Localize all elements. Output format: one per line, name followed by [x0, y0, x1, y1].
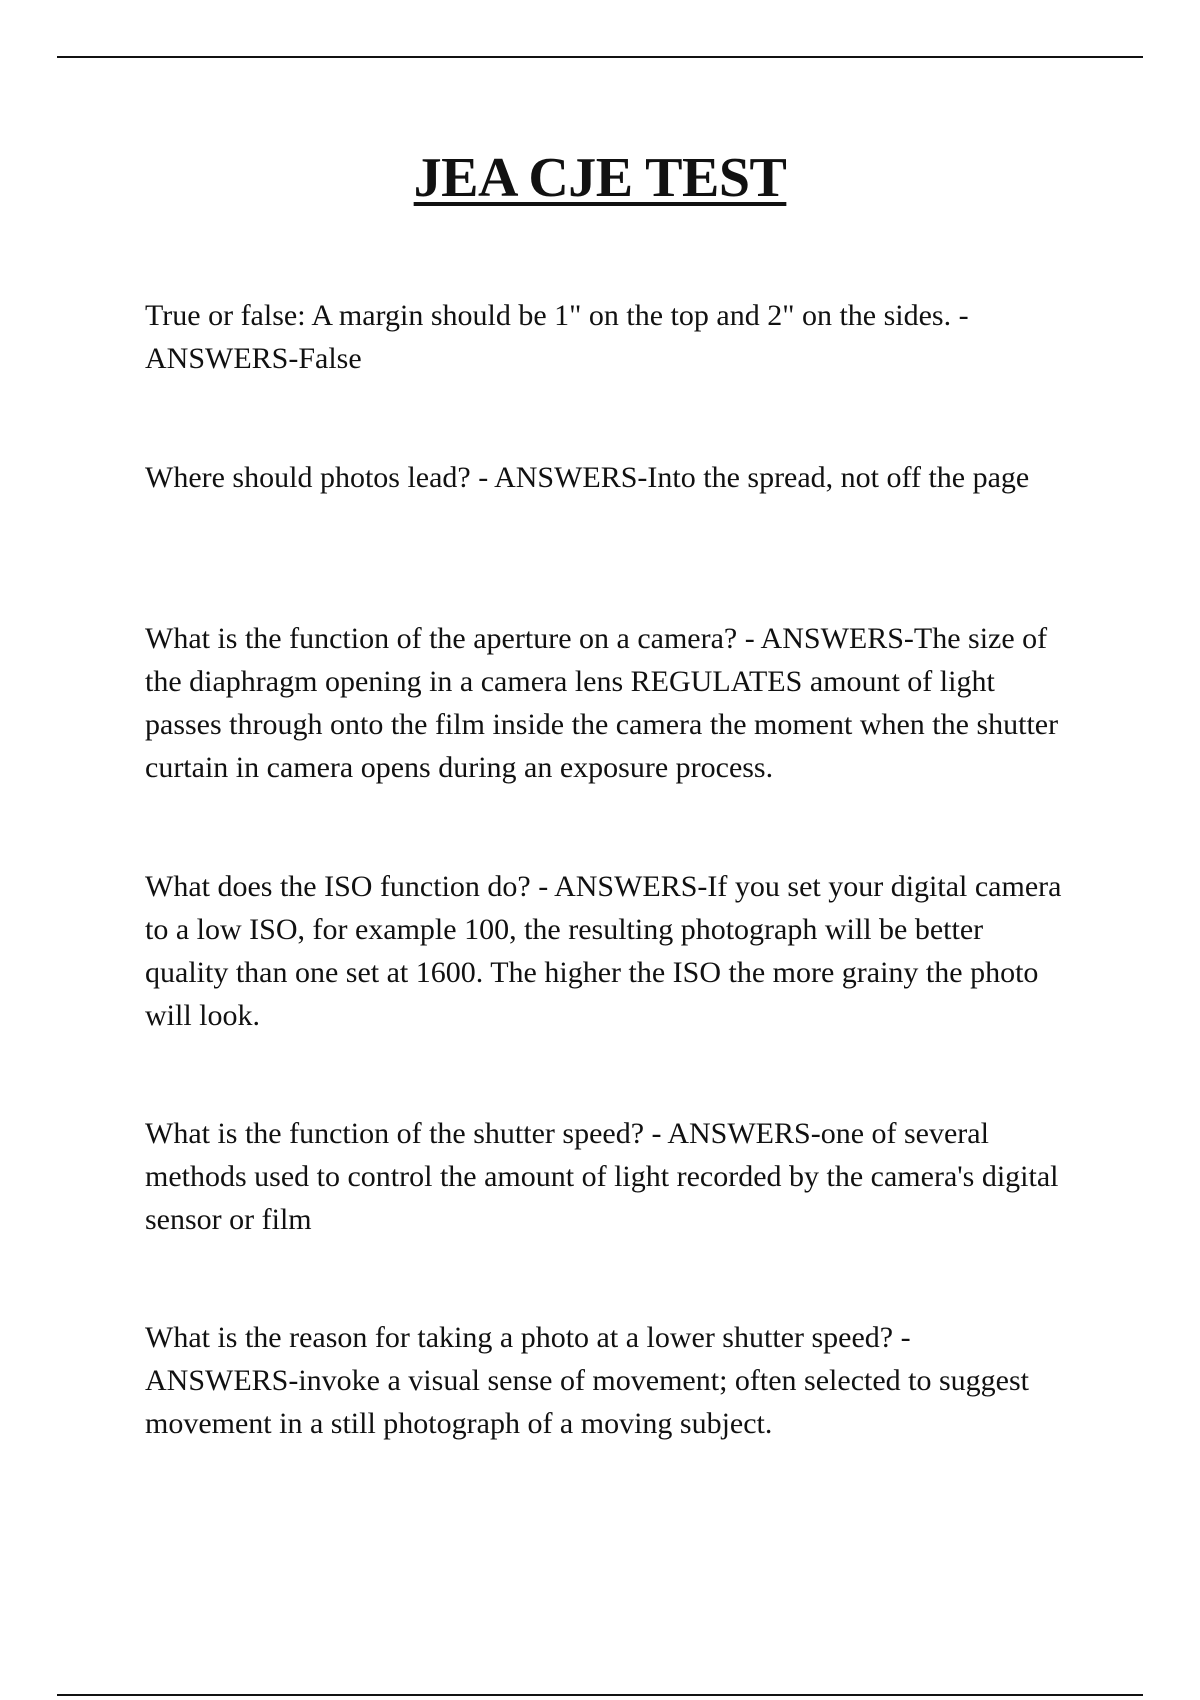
page-title-text: JEA CJE TEST — [413, 147, 787, 209]
qa-item: What does the ISO function do? - ANSWERS-If you set your digital camera to a low ISO, for example 100, the resulting photograph will be better quality than one set at 1600. The higher the ISO the more grainy the photo will look. — [145, 870, 1062, 1032]
qa-item: What is the function of the aperture on a camera? - ANSWERS-The size of the diaphragm opening in a camera lens REGULATES amount of light passes through onto the film inside the camera the moment when the shutter curtain in camera opens during an exposure process. — [145, 622, 1059, 784]
top-rule — [57, 56, 1143, 58]
qa-item: What is the reason for taking a photo at a lower shutter speed? - ANSWERS-invoke a visual sense of movement; often selected to suggest movement in a still photograph of a moving subject. — [145, 1321, 1029, 1440]
qa-item: Where should photos lead? - ANSWERS-Into the spread, not off the page — [145, 461, 1030, 494]
qa-item: True or false: A margin should be 1" on the top and 2" on the sides. - ANSWERS-False — [145, 299, 969, 375]
bottom-rule — [57, 1694, 1143, 1696]
page-title — [0, 146, 1200, 210]
qa-item: What is the function of the shutter speed? - ANSWERS-one of several methods used to control the amount of light recorded by the camera's digital sensor or film — [145, 1117, 1059, 1236]
